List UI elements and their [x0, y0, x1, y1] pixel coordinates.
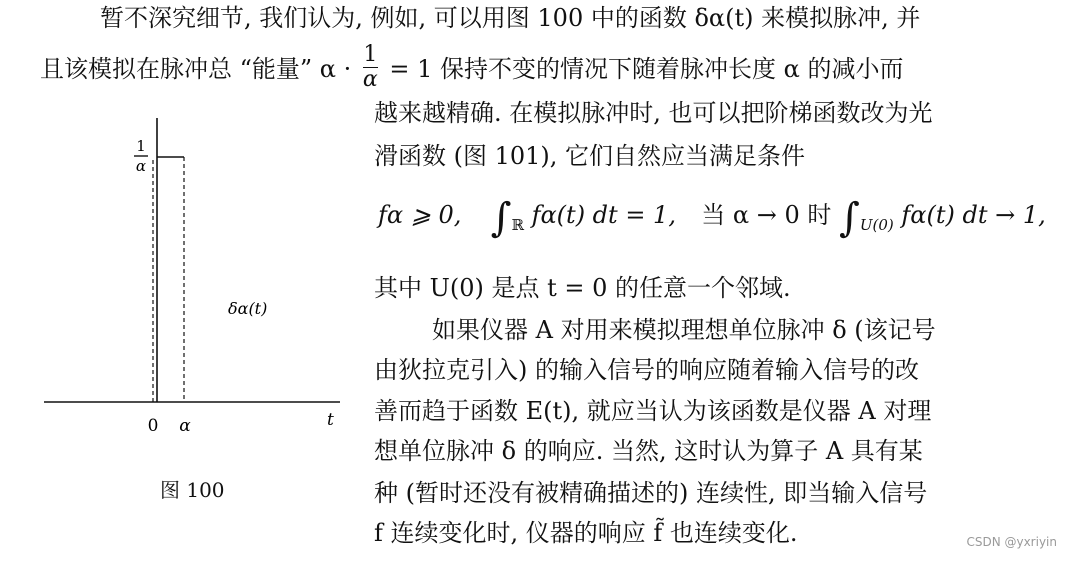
para2-line1: 如果仪器 A 对用来模拟理想单位脉冲 δ (该记号 — [432, 316, 936, 344]
y-label-numerator: 1 — [136, 137, 146, 155]
para1-line5: 其中 U(0) 是点 t = 0 的任意一个邻域. — [374, 274, 791, 302]
para1-line3: 越来越精确. 在模拟脉冲时, 也可以把阶梯函数改为光 — [374, 99, 933, 127]
para2-line2: 由狄拉克引入) 的输入信号的响应随着输入信号的改 — [374, 356, 919, 384]
para1-line4: 滑函数 (图 101), 它们自然应当满足条件 — [374, 142, 806, 170]
fraction-numerator: 1 — [363, 42, 378, 67]
integral-sub-1: ℝ — [511, 216, 524, 234]
para2-line5: 种 (暂时还没有被精确描述的) 连续性, 即当输入信号 — [374, 479, 928, 507]
integral-sub-2: U(0) — [859, 216, 894, 234]
figure-caption: 图 100 — [160, 478, 225, 502]
formula-part-d: fα(t) dt → 1, — [901, 201, 1046, 229]
integral-sign-1: ∫ — [490, 195, 512, 241]
formula-part-b: fα(t) dt = 1, — [531, 201, 676, 229]
fraction-denominator: α — [362, 67, 378, 92]
x-axis-label: t — [327, 410, 334, 430]
para1-line2-a: 且该模拟在脉冲总 “能量” α · — [40, 55, 352, 83]
integral-sign-2: ∫ — [839, 195, 860, 241]
formula-part-a: fα ⩾ 0, — [378, 201, 462, 229]
para2-line3: 善而趋于函数 E(t), 就应当认为该函数是仪器 A 对理 — [374, 397, 932, 425]
para1-line2-b: = 1 保持不变的情况下随着脉冲长度 α 的减小而 — [389, 55, 904, 83]
function-label: δα(t) — [228, 299, 268, 318]
x-tick-zero: 0 — [147, 416, 159, 436]
y-label-denominator: α — [135, 157, 147, 175]
watermark: CSDN @yxriyin — [966, 535, 1057, 549]
para2-line6: f 连续变化时, 仪器的响应 f̃ 也连续变化. — [374, 519, 798, 547]
formula-part-c: 当 α → 0 时 — [701, 201, 832, 229]
para2-line4: 想单位脉冲 δ 的响应. 当然, 这时认为算子 A 具有某 — [374, 437, 923, 465]
figure-100 — [0, 0, 370, 470]
x-tick-alpha: α — [179, 416, 191, 436]
condition-formula — [378, 195, 1046, 241]
para1-line1: 暂不深究细节, 我们认为, 例如, 可以用图 100 中的函数 δα(t) 来模拟脉冲, 并 — [100, 4, 921, 32]
